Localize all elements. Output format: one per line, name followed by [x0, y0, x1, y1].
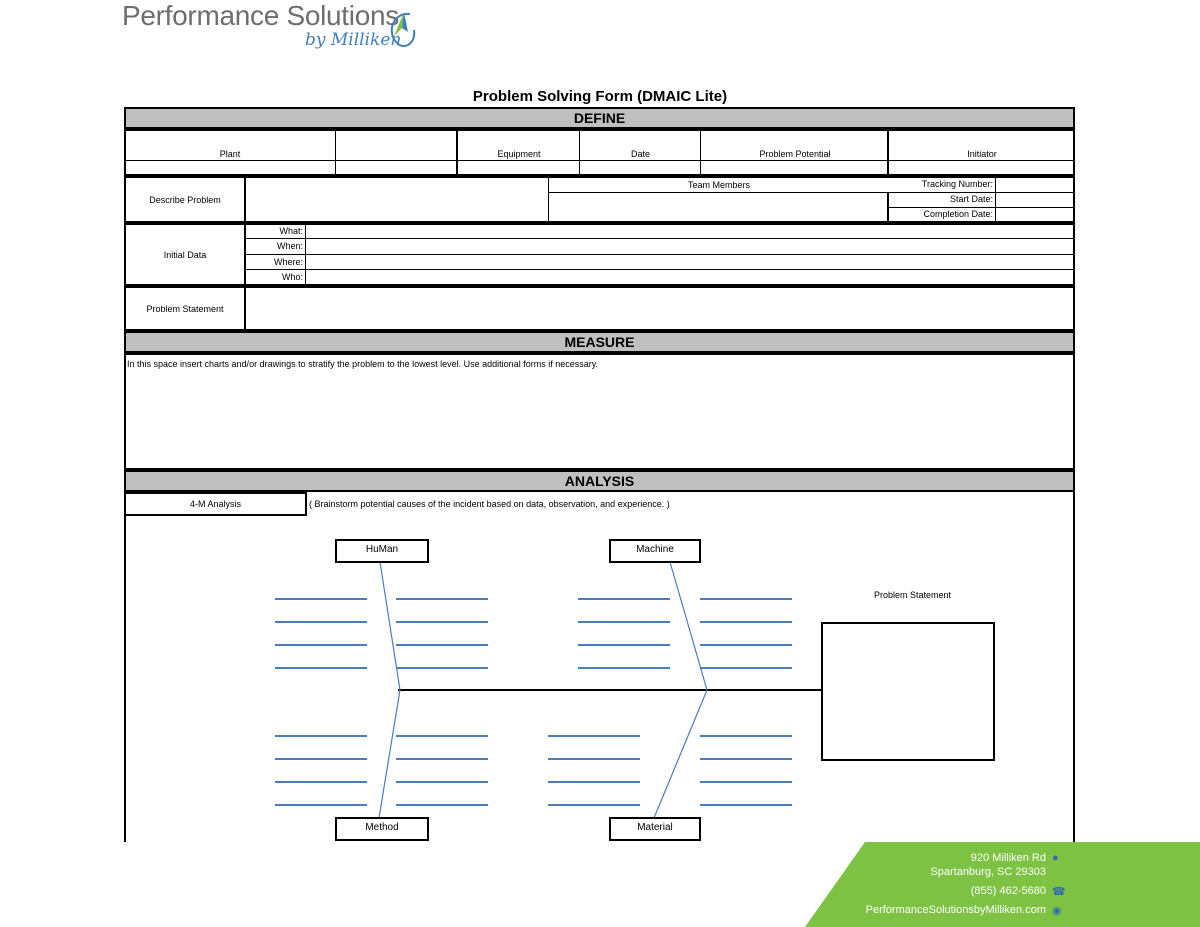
material-box: Material — [609, 817, 701, 841]
when-label: When: — [276, 241, 303, 251]
human-box: HuMan — [335, 539, 429, 563]
method-box: Method — [335, 817, 429, 841]
who-label: Who: — [281, 272, 303, 282]
initiator-label: Initiator — [967, 149, 997, 159]
footer-website[interactable]: PerformanceSolutionsbyMilliken.com — [865, 904, 1046, 916]
problem-statement-label: Problem Statement — [146, 303, 224, 314]
tracking-number-label: Tracking Number: — [921, 179, 993, 189]
location-icon: ● — [1052, 852, 1059, 864]
equipment-label: Equipment — [497, 149, 541, 159]
machine-box: Machine — [609, 539, 701, 563]
completion-date-label: Completion Date: — [923, 209, 993, 219]
bone-machine — [670, 562, 707, 690]
start-date-label: Start Date: — [949, 194, 993, 204]
analysis-heading: ANALYSIS — [124, 470, 1075, 492]
measure-instructions: In this space insert charts and/or drawings to stratify the problem to the lowest level. Use additional forms if necessary. — [127, 359, 599, 369]
bone-method — [379, 690, 400, 818]
where-label: Where: — [273, 257, 303, 267]
fishbone-problem-statement-label: Problem Statement — [874, 590, 952, 600]
cause-lines — [275, 599, 792, 805]
four-m-label: 4-M Analysis — [124, 492, 307, 516]
footer-address-line1: 920 Milliken Rd — [970, 852, 1046, 864]
globe-icon: ◉ — [1052, 905, 1062, 917]
team-members-label: Team Members — [687, 180, 750, 190]
logo-wordmark: Performance Solutions — [122, 0, 399, 31]
define-heading: DEFINE — [124, 107, 1075, 129]
date-label: Date — [630, 149, 650, 159]
footer-address-line2: Spartanburg, SC 29303 — [930, 866, 1046, 878]
logo-byline: by Milliken — [305, 30, 402, 50]
bone-human — [380, 562, 400, 690]
fishbone-problem-statement-box[interactable] — [821, 622, 995, 761]
plant-label: Plant — [219, 149, 241, 159]
problem-potential-label: Problem Potential — [759, 149, 831, 159]
analysis-instructions: ( Brainstorm potential causes of the incident based on data, observation, and experience. ) — [309, 499, 670, 509]
phone-icon: ☎ — [1052, 886, 1066, 898]
describe-problem-label: Describe Problem — [149, 194, 221, 205]
footer-phone: (855) 462-5680 — [970, 885, 1046, 897]
bone-material — [654, 690, 707, 818]
measure-heading: MEASURE — [124, 331, 1075, 353]
form-title: Problem Solving Form (DMAIC Lite) — [472, 88, 728, 105]
initial-data-label: Initial Data — [163, 249, 207, 260]
what-label: What: — [279, 226, 303, 236]
